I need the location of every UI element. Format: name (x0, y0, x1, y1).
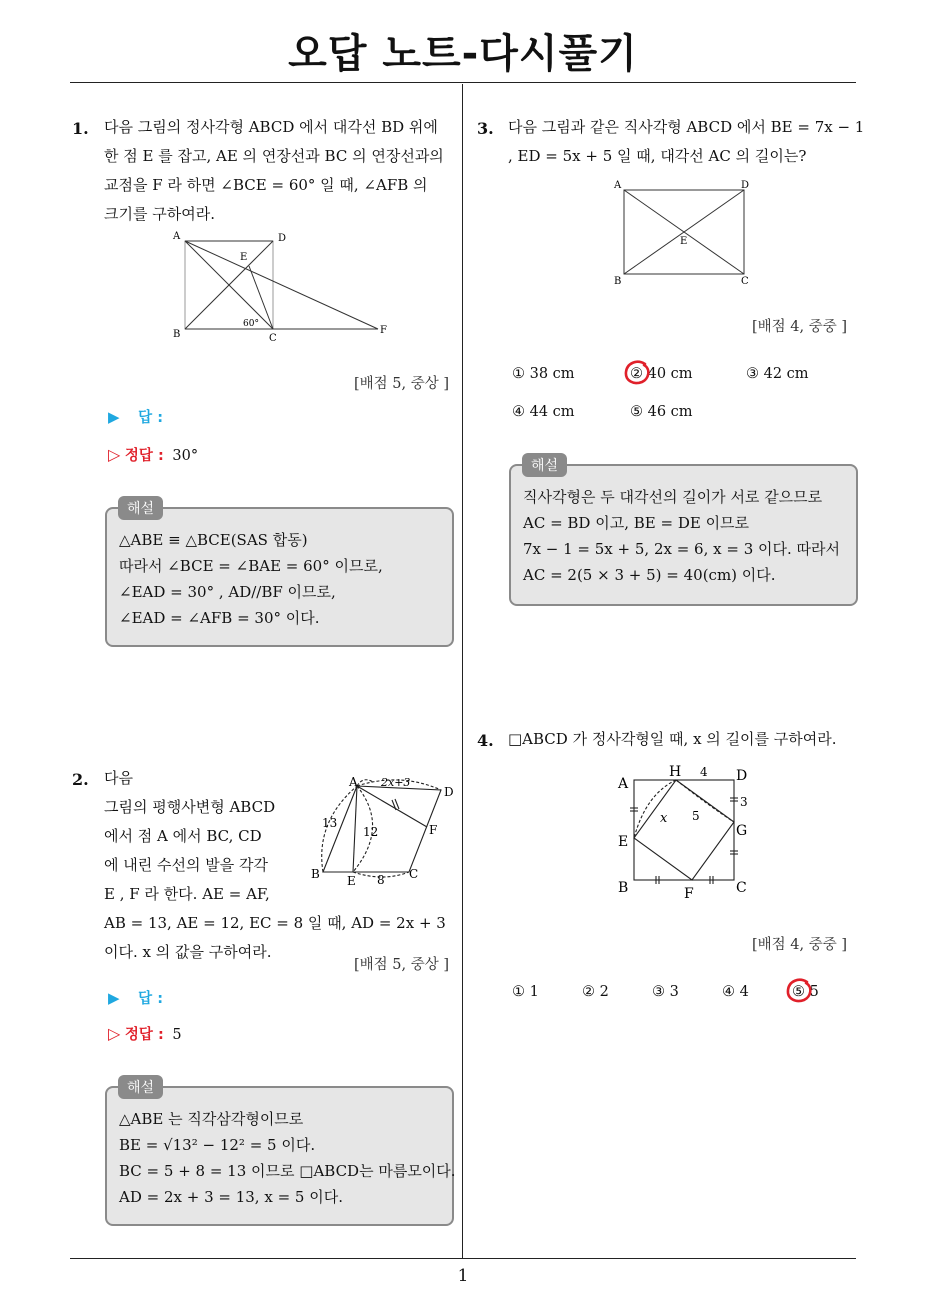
q2-fig-left-length: 13 (322, 816, 338, 830)
q4-meta: [배점 4, 중중 ] (752, 937, 848, 953)
q4-fig-label-g: G (736, 823, 748, 839)
q1-number: 1. (72, 119, 89, 138)
q4-fig-label-a: A (618, 776, 629, 792)
q1-answer-label: 답 : (138, 410, 164, 426)
q2-line: 다음 (104, 769, 133, 787)
q3-fig-label-d: D (741, 180, 750, 191)
q1-line: 교점을 F 라 하면 ∠BCE = 60° 일 때, ∠AFB 의 (104, 176, 428, 194)
page-title: 오답 노트-다시풀기 (288, 31, 638, 77)
q2-line: AB = 13, AE = 12, EC = 8 일 때, AD = 2x + 3 (104, 914, 446, 932)
q2-fig-top-length: 2x+3 (381, 776, 411, 789)
q3-solution-line: 7x − 1 = 5x + 5, 2x = 6, x = 3 이다. 따라서 (523, 540, 840, 558)
q3-fig-label-e: E (680, 236, 688, 247)
header-rule (70, 82, 856, 83)
q4-fig-hd-length: 4 (700, 765, 708, 779)
q4-number: 4. (477, 731, 494, 750)
q1-figure (168, 228, 398, 348)
q1-text (104, 113, 444, 229)
q4-choice-5[interactable]: ⑤ 5 (792, 984, 819, 1000)
q3-solution-line: 직사각형은 두 대각선의 길이가 서로 같으므로 (523, 488, 823, 506)
q4-fig-hg-length: 5 (692, 809, 700, 823)
q2-fig-label-b: B (311, 867, 320, 881)
q4-correct-circle-mark (784, 976, 816, 1006)
q3-solution-line: AC = BD 이고, BE = DE 이므로 (523, 514, 750, 532)
q2-answer-label: 답 : (138, 991, 164, 1007)
q2-line: E , F 라 한다. AE = AF, (104, 885, 270, 903)
q2-line: 에서 점 A 에서 BC, CD (104, 827, 262, 845)
q3-fig-label-b: B (614, 276, 622, 287)
q1-solution-line: ∠EAD = 30° , AD//BF 이므로, (119, 583, 336, 601)
q1-line: 다음 그림의 정사각형 ABCD 에서 대각선 BD 위에 (104, 118, 438, 136)
footer-rule (70, 1258, 856, 1259)
q3-choice-3[interactable]: ③ 42 cm (746, 366, 809, 382)
q2-fig-label-c: C (409, 867, 419, 881)
q3-fig-label-a: A (614, 180, 622, 191)
q1-fig-label-a: A (173, 231, 181, 242)
q3-figure (608, 176, 768, 288)
q1-line: 크기를 구하여라. (104, 205, 215, 223)
q2-fig-label-a: A (349, 775, 358, 789)
q3-fig-label-c: C (741, 276, 749, 287)
q4-fig-label-h: H (669, 764, 682, 780)
q4-fig-x-label: x (660, 811, 668, 826)
q3-correct-circle-mark (622, 358, 654, 388)
q2-number: 2. (72, 770, 89, 789)
q2-correct-row (108, 1023, 182, 1044)
q1-fig-label-f: F (380, 325, 387, 336)
q4-fig-label-d: D (736, 768, 748, 784)
q1-solution-tag: 해설 (118, 496, 163, 520)
q2-line: 그림의 평행사변형 ABCD (104, 798, 276, 816)
q4-fig-label-c: C (736, 880, 747, 896)
column-divider (462, 84, 463, 1258)
q1-correct-value: 30° (172, 448, 199, 464)
q1-answer-row (108, 406, 163, 427)
q1-line: 한 점 E 를 잡고, AE 의 연장선과 BC 의 연장선과의 (104, 147, 444, 165)
q1-solution-box (105, 507, 454, 647)
q1-correct-row (108, 444, 198, 465)
q2-meta: [배점 5, 중상 ] (354, 957, 450, 973)
q2-fig-label-f: F (429, 823, 438, 837)
q2-solution-line: AD = 2x + 3 = 13, x = 5 이다. (119, 1188, 343, 1206)
q4-fig-label-f: F (684, 886, 694, 902)
q4-choice-2[interactable]: ② 2 (582, 984, 609, 1000)
q4-choice-1[interactable]: ① 1 (512, 984, 539, 1000)
q1-fig-angle: 60° (243, 319, 259, 329)
q2-solution-line: BC = 5 + 8 = 13 이므로 □ABCD는 마름모이다. (119, 1162, 456, 1180)
q3-line: , ED = 5x + 5 일 때, 대각선 AC 의 길이는? (508, 147, 807, 165)
q3-meta: [배점 4, 중중 ] (752, 319, 848, 335)
q1-meta: [배점 5, 중상 ] (354, 376, 450, 392)
q3-text (508, 113, 864, 171)
q3-choice-5[interactable]: ⑤ 46 cm (630, 404, 693, 420)
play-icon: ▶ (108, 408, 120, 426)
q3-solution-box (509, 464, 858, 606)
q2-answer-row (108, 987, 163, 1008)
q2-solution-box (105, 1086, 454, 1226)
q4-fig-dg-length: 3 (740, 795, 748, 809)
q4-figure (612, 760, 762, 902)
q3-number: 3. (477, 119, 494, 138)
q3-choice-1[interactable]: ① 38 cm (512, 366, 575, 382)
q3-choice-2[interactable]: ② 40 cm (630, 366, 693, 382)
q1-fig-label-e: E (240, 252, 248, 263)
q1-correct-label: 정답 : (124, 448, 164, 464)
q3-line: 다음 그림과 같은 직사각형 ABCD 에서 BE = 7x − 1 (508, 118, 865, 136)
q2-fig-label-e: E (347, 874, 356, 888)
q1-fig-label-c: C (269, 333, 277, 344)
q1-fig-label-b: B (173, 329, 181, 340)
q1-solution-line: △ABE ≡ △BCE(SAS 합동) (119, 531, 308, 549)
q4-fig-label-e: E (618, 834, 629, 850)
triangle-outline-icon: ▷ (108, 445, 121, 464)
q4-choice-3[interactable]: ③ 3 (652, 984, 679, 1000)
q2-line: 에 내린 수선의 발을 각각 (104, 856, 268, 874)
q4-fig-label-b: B (618, 880, 629, 896)
q3-choice-4[interactable]: ④ 44 cm (512, 404, 575, 420)
q2-fig-bottom-length: 8 (377, 873, 385, 887)
q2-fig-mid-length: 12 (363, 825, 379, 839)
q1-solution-line: ∠EAD = ∠AFB = 30° 이다. (119, 609, 320, 627)
q2-line: 이다. x 의 값을 구하여라. (104, 943, 272, 961)
q2-solution-line: △ABE 는 직각삼각형이므로 (119, 1110, 304, 1128)
q3-solution-tag: 해설 (522, 453, 567, 477)
q1-fig-label-d: D (278, 233, 287, 244)
q2-figure (305, 772, 460, 890)
play-icon: ▶ (108, 989, 120, 1007)
triangle-outline-icon: ▷ (108, 1024, 121, 1043)
q3-solution-line: AC = 2(5 × 3 + 5) = 40(cm) 이다. (523, 566, 776, 584)
page-number: 1 (457, 1266, 469, 1286)
q2-solution-tag: 해설 (118, 1075, 163, 1099)
q2-correct-label: 정답 : (124, 1027, 164, 1043)
q4-choice-4[interactable]: ④ 4 (722, 984, 749, 1000)
q2-correct-value: 5 (172, 1027, 182, 1043)
q1-solution-line: 따라서 ∠BCE = ∠BAE = 60° 이므로, (119, 557, 383, 575)
q4-text (508, 725, 837, 754)
q2-fig-label-d: D (444, 785, 454, 799)
q4-line: □ABCD 가 정사각형일 때, x 의 길이를 구하여라. (508, 730, 837, 748)
q2-solution-line: BE = √13² − 12² = 5 이다. (119, 1136, 316, 1154)
